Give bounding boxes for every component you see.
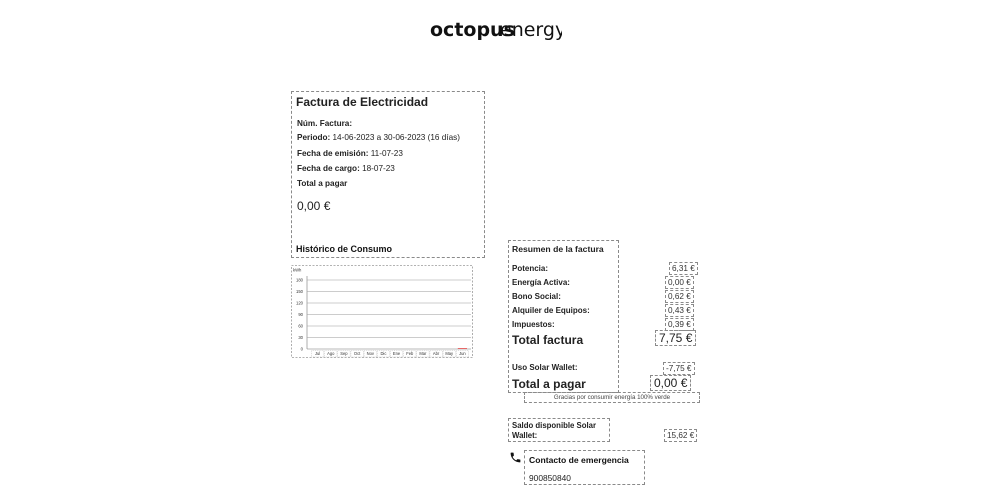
invoice-issue-value: 11-07-23 xyxy=(370,149,403,158)
solar-wallet-balance-label: Saldo disponible Solar Wallet: xyxy=(512,421,597,440)
summary-item-value: 6,31 € xyxy=(669,262,698,275)
chart-x-tick-label: Ago xyxy=(327,351,335,357)
total-invoice-value: 7,75 € xyxy=(655,330,696,346)
summary-item-label: Potencia: xyxy=(512,264,549,273)
total-to-pay-label: Total a pagar xyxy=(512,377,586,391)
chart-y-tick-label: 150 xyxy=(296,289,303,294)
chart-y-tick-label: 90 xyxy=(298,312,303,317)
invoice-issue-row xyxy=(297,149,403,158)
summary-title: Resumen de la factura xyxy=(512,244,604,254)
chart-x-tick-label: Abr xyxy=(432,351,440,357)
total-invoice-label: Total factura xyxy=(512,333,584,347)
chart-x-tick-label: Jun xyxy=(459,351,466,357)
chart-frame xyxy=(292,266,473,358)
phone-icon xyxy=(509,451,522,464)
chart-bar xyxy=(458,348,467,349)
logo-light-text: energy xyxy=(500,19,562,41)
chart-y-tick-label: 30 xyxy=(298,335,303,340)
invoice-charge-value: 18-07-23 xyxy=(362,164,395,173)
invoice-summary-panel xyxy=(508,240,619,393)
invoice-info-panel xyxy=(291,91,485,258)
summary-item-label: Bono Social: xyxy=(512,292,561,301)
invoice-period-value: 14-06-2023 a 30-06-2023 (16 días) xyxy=(332,133,460,142)
chart-y-tick-label: 180 xyxy=(296,277,303,283)
summary-item-value: 0,43 € xyxy=(665,304,694,317)
chart-x-tick-label: Sep xyxy=(340,351,348,357)
chart-x-tick-label: Jul xyxy=(314,351,321,357)
chart-y-tick-label: 120 xyxy=(296,300,303,306)
invoice-period-label: Periodo: xyxy=(297,133,331,142)
chart-unit-label: kWh xyxy=(293,267,302,273)
invoice-title: Factura de Electricidad xyxy=(296,95,429,109)
chart-x-tick-label: May xyxy=(445,351,454,357)
chart-x-tick-label: Dic xyxy=(380,351,387,357)
solar-wallet-usage-value: -7,75 € xyxy=(663,362,695,375)
invoice-total-amount: 0,00 € xyxy=(297,199,331,213)
history-title: Histórico de Consumo xyxy=(296,244,393,254)
total-to-pay-value: 0,00 € xyxy=(650,375,691,391)
summary-item-value: 0,39 € xyxy=(665,318,694,331)
invoice-total-label: Total a pagar xyxy=(297,179,348,188)
invoice-issue-label: Fecha de emisión: xyxy=(297,149,369,158)
chart-x-tick-label: Nov xyxy=(366,351,374,357)
invoice-number-row xyxy=(297,119,352,128)
chart-x-tick-label: Mar xyxy=(419,351,427,357)
summary-item-label: Energía Activa: xyxy=(512,278,570,287)
summary-item-value: 0,00 € xyxy=(665,276,694,289)
solar-wallet-balance xyxy=(508,418,610,442)
invoice-charge-label: Fecha de cargo: xyxy=(297,164,360,173)
chart-y-tick-label: 0 xyxy=(300,346,303,352)
solar-wallet-usage-label: Uso Solar Wallet: xyxy=(512,363,578,372)
emergency-contact-panel xyxy=(524,450,645,485)
green-energy-note: Gracias por consumir energía 100% verde xyxy=(524,392,700,403)
summary-item-value: 0,62 € xyxy=(665,290,694,303)
invoice-total-row xyxy=(297,179,347,188)
solar-wallet-balance-value: 15,62 € xyxy=(664,429,697,442)
chart-y-tick-label: 60 xyxy=(298,323,303,329)
chart-x-tick-label: Ene xyxy=(392,351,401,357)
emergency-contact-label: Contacto de emergencia xyxy=(529,455,629,465)
emergency-contact-number[interactable]: 900850840 xyxy=(529,473,571,483)
invoice-charge-row xyxy=(297,164,395,173)
consumption-history-chart xyxy=(291,265,473,358)
invoice-number-label: Núm. Factura: xyxy=(297,119,353,128)
chart-x-tick-label: Feb xyxy=(406,351,414,357)
summary-item-label: Impuestos: xyxy=(512,320,555,329)
invoice-period-row xyxy=(297,133,460,142)
chart-x-tick-label: Oct xyxy=(353,351,361,357)
logo-bold-text: octopus xyxy=(430,19,515,41)
octopus-energy-logo xyxy=(430,14,562,44)
summary-item-label: Alquiler de Equipos: xyxy=(512,306,590,315)
